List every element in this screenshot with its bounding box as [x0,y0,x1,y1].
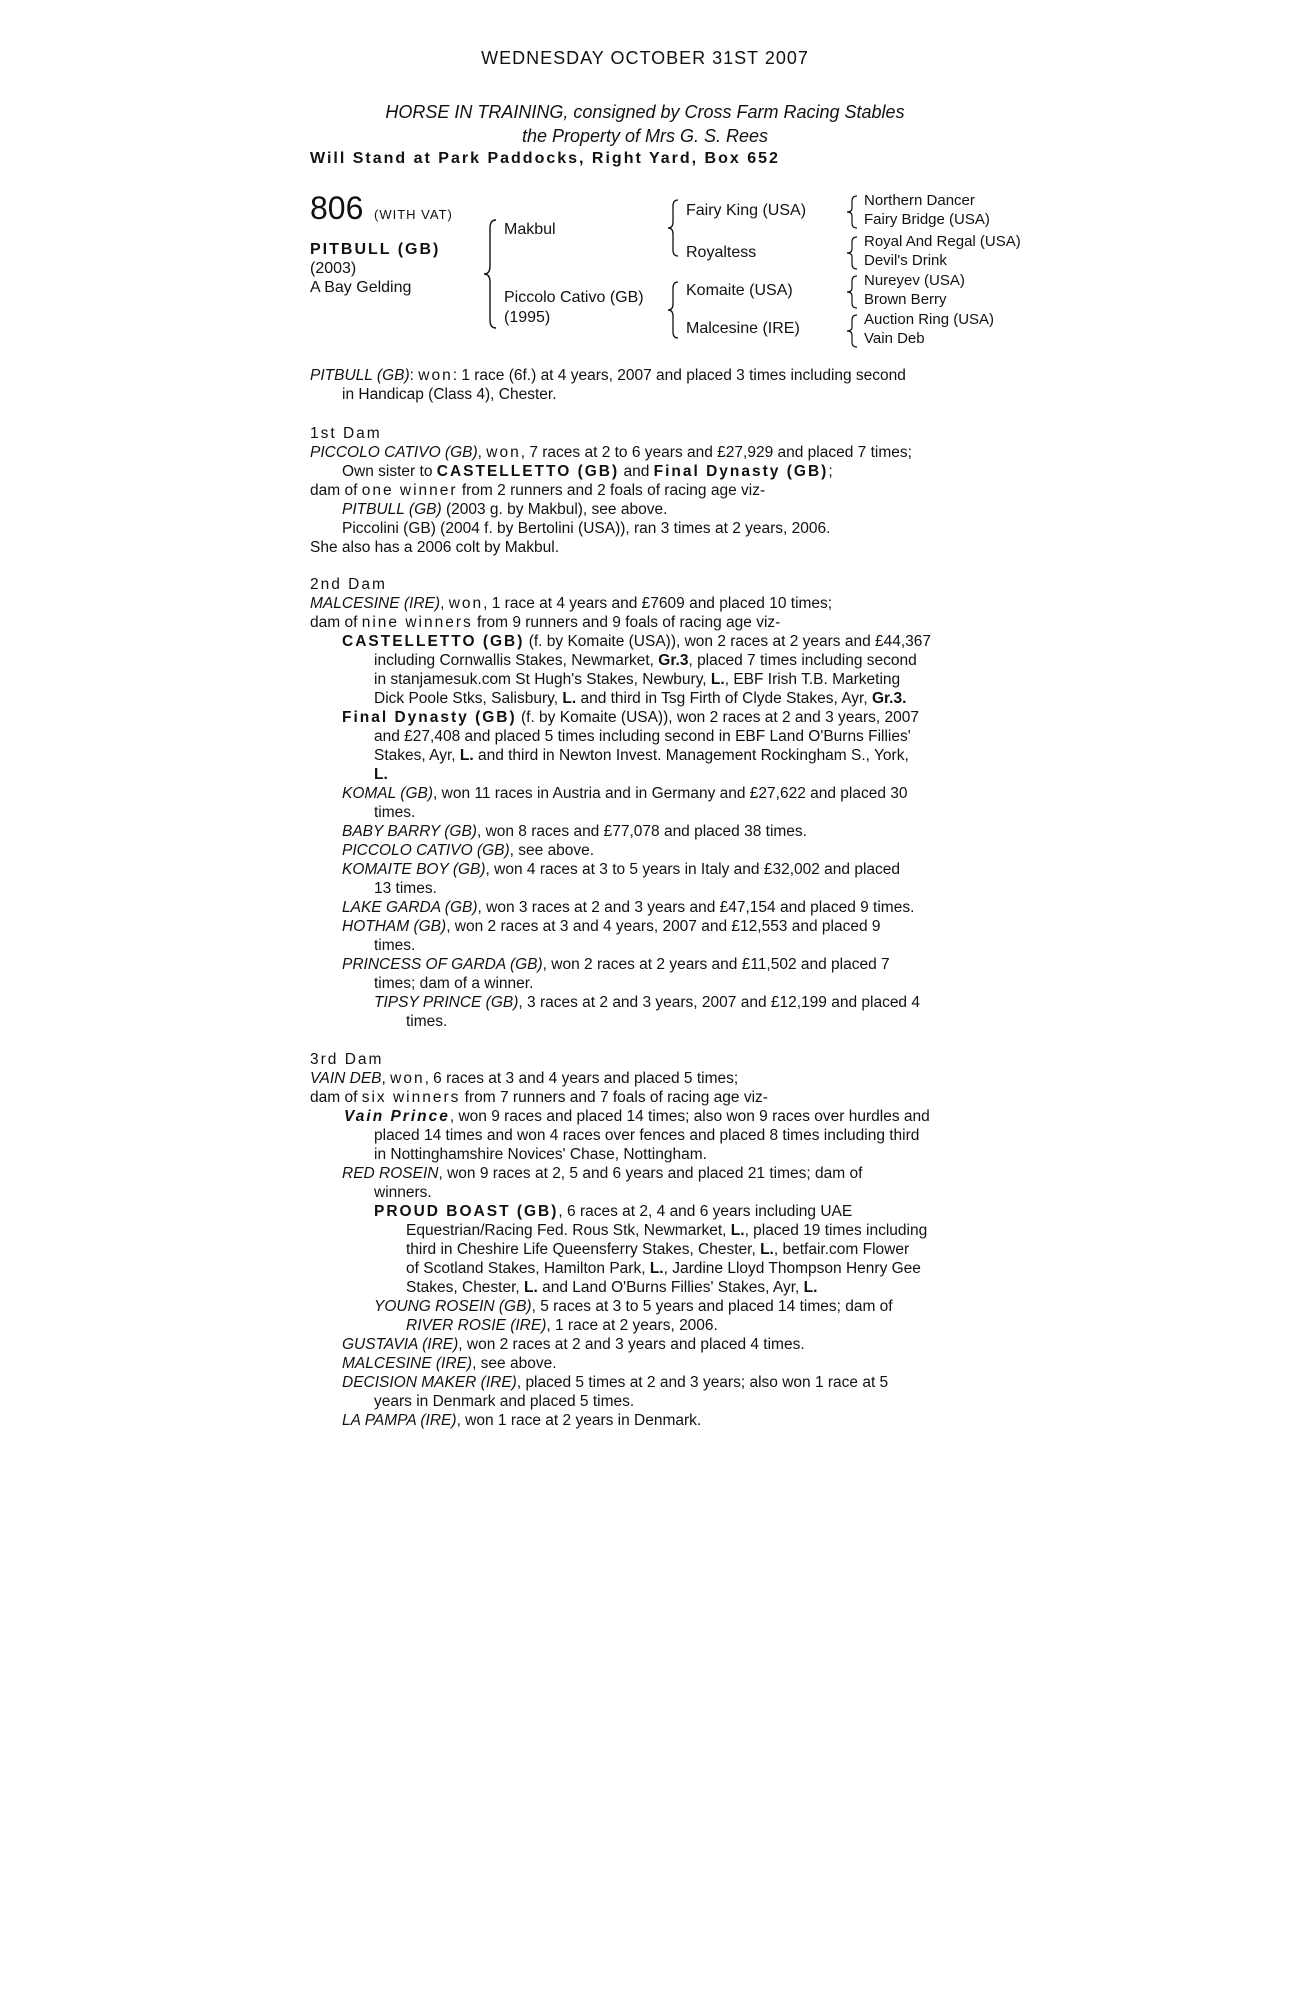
third-dam-line: VAIN DEB, won, 6 races at 3 and 4 years and placed 5 times; [310,1070,739,1087]
vat-note: (WITH VAT) [374,207,453,222]
pedigree-g-brown-berry: Brown Berry [864,291,947,308]
pedigree-dam-dam: Malcesine (IRE) [686,320,800,337]
young-rosein-line-1: YOUNG ROSEIN (GB), 5 races at 3 to 5 years and placed 14 times; dam of [374,1298,893,1315]
castelletto-line-4: Dick Poole Stks, Salisbury, L. and third in Tsg Firth of Clyde Stakes, Ayr, Gr.3. [374,690,907,707]
komal-line-2: times. [374,804,416,821]
proud-boast-line-3: third in Cheshire Life Queensferry Stakes, Chester, L., betfair.com Flower [406,1241,910,1258]
pedigree-brace-g3 [845,274,861,310]
castelletto-line-2: including Cornwallis Stakes, Newmarket, Gr.3, placed 7 times including second [374,652,917,669]
castelletto-line-3: in stanjamesuk.com St Hugh's Stakes, Newbury, L., EBF Irish T.B. Marketing [374,671,901,688]
pedigree-brace-main [482,218,502,330]
vain-prince-line-2: placed 14 times and won 4 races over fences and placed 8 times including third [374,1127,920,1144]
baby-barry-line: BABY BARRY (GB), won 8 races and £77,078 and placed 38 times. [342,823,807,840]
first-dam-colt-note: She also has a 2006 colt by Makbul. [310,539,560,556]
sale-date: WEDNESDAY OCTOBER 31ST 2007 [481,48,809,68]
proud-boast-line-5: Stakes, Chester, L. and Land O'Burns Fillies' Stakes, Ayr, L. [406,1279,818,1296]
final-dynasty-line-4: L. [374,766,388,783]
progeny-piccolini: Piccolini (GB) (2004 f. by Bertolini (USA)), ran 3 times at 2 years, 2006. [342,520,831,537]
pedigree-sire-dam: Royaltess [686,244,757,261]
pedigree-sire: Makbul [504,221,556,238]
first-dam-sister: Own sister to CASTELLETTO (GB) and Final Dynasty (GB); [342,463,833,480]
pedigree-g-royal-and-regal: Royal And Regal (USA) [864,233,1021,250]
decision-maker-line-2: years in Denmark and placed 5 times. [374,1393,635,1410]
tipsy-prince-line-2: times. [406,1013,448,1030]
vain-prince-line-3: in Nottinghamshire Novices' Chase, Nottingham. [374,1146,707,1163]
castelletto-line-1: CASTELLETTO (GB) (f. by Komaite (USA)), won 2 races at 2 years and £44,367 [342,633,932,650]
lake-garda-line: LAKE GARDA (GB), won 3 races at 2 and 3 years and £47,154 and placed 9 times. [342,899,915,916]
lot-year: (2003) [310,260,357,277]
hotham-line-2: times. [374,937,416,954]
tipsy-prince-line-1: TIPSY PRINCE (GB), 3 races at 2 and 3 years, 2007 and £12,199 and placed 4 [374,994,920,1011]
young-rosein-line-2: RIVER ROSIE (IRE), 1 race at 2 years, 2006. [406,1317,718,1334]
third-dam-heading: 3rd Dam [310,1051,384,1068]
progeny-pitbull: PITBULL (GB) (2003 g. by Makbul), see above. [342,501,668,518]
summary-line-2: in Handicap (Class 4), Chester. [342,386,557,403]
consignment-line: HORSE IN TRAINING, consigned by Cross Farm Racing Stables [385,102,905,122]
summary-line-1: PITBULL (GB): won: 1 race (6f.) at 4 years, 2007 and placed 3 times including second [310,367,906,384]
pedigree-brace-sire [666,198,684,258]
pedigree-brace-g4 [845,313,861,349]
first-dam-produce: dam of one winner from 2 runners and 2 foals of racing age viz- [310,482,766,499]
stand-location: Will Stand at Park Paddocks, Right Yard, Box 652 [310,150,780,167]
princess-of-garda-line-1: PRINCESS OF GARDA (GB), won 2 races at 2 years and £11,502 and placed 7 [342,956,890,973]
pedigree-dam: Piccolo Cativo (GB) [504,289,644,306]
komal-line-1: KOMAL (GB), won 11 races in Austria and in Germany and £27,622 and placed 30 [342,785,908,802]
decision-maker-line-1: DECISION MAKER (IRE), placed 5 times at 2 and 3 years; also won 1 race at 5 [342,1374,889,1391]
final-dynasty-line-1: Final Dynasty (GB) (f. by Komaite (USA)), won 2 races at 2 and 3 years, 2007 [342,709,919,726]
pedigree-g-vain-deb: Vain Deb [864,330,925,347]
pedigree-brace-dam [666,280,684,340]
la-pampa-line: LA PAMPA (IRE), won 1 race at 2 years in Denmark. [342,1412,702,1429]
pedigree-g-northern-dancer: Northern Dancer [864,192,975,209]
second-dam-produce: dam of nine winners from 9 runners and 9 foals of racing age viz- [310,614,781,631]
princess-of-garda-line-2: times; dam of a winner. [374,975,534,992]
lot-number: 806 [310,190,364,226]
pedigree-dam-year: (1995) [504,309,551,326]
proud-boast-line-4: of Scotland Stakes, Hamilton Park, L., Jardine Lloyd Thompson Henry Gee [406,1260,921,1277]
second-dam-line: MALCESINE (IRE), won, 1 race at 4 years and £7609 and placed 10 times; [310,595,833,612]
komaite-boy-line-1: KOMAITE BOY (GB), won 4 races at 3 to 5 years in Italy and £32,002 and placed [342,861,901,878]
pedigree-g-auction-ring: Auction Ring (USA) [864,311,995,328]
second-dam-heading: 2nd Dam [310,576,387,593]
pedigree-g-nureyev: Nureyev (USA) [864,272,965,289]
first-dam-heading: 1st Dam [310,425,382,442]
pedigree-g-devils-drink: Devil's Drink [864,252,947,269]
final-dynasty-line-2: and £27,408 and placed 5 times including second in EBF Land O'Burns Fillies' [374,728,911,745]
malcesine-line: MALCESINE (IRE), see above. [342,1355,557,1372]
pedigree-brace-g1 [845,194,861,230]
third-dam-produce: dam of six winners from 7 runners and 7 foals of racing age viz- [310,1089,768,1106]
red-rosein-line-2: winners. [374,1184,432,1201]
gustavia-line: GUSTAVIA (IRE), won 2 races at 2 and 3 years and placed 4 times. [342,1336,805,1353]
final-dynasty-line-3: Stakes, Ayr, L. and third in Newton Invest. Management Rockingham S., York, [374,747,909,764]
lot-horse-name: PITBULL (GB) [310,241,441,258]
property-line: the Property of Mrs G. S. Rees [521,126,769,146]
proud-boast-line-2: Equestrian/Racing Fed. Rous Stk, Newmarket, L., placed 19 times including [406,1222,928,1239]
vain-prince-line-1: Vain Prince, won 9 races and placed 14 times; also won 9 races over hurdles and [344,1108,930,1125]
pedigree-g-fairy-bridge: Fairy Bridge (USA) [864,211,990,228]
piccolo-cativo-line: PICCOLO CATIVO (GB), see above. [342,842,595,859]
lot-description: A Bay Gelding [310,279,412,296]
proud-boast-line-1: PROUD BOAST (GB), 6 races at 2, 4 and 6 years including UAE [374,1203,853,1220]
komaite-boy-line-2: 13 times. [374,880,437,897]
pedigree-sire-sire: Fairy King (USA) [686,202,807,219]
first-dam-line: PICCOLO CATIVO (GB), won, 7 races at 2 to 6 years and £27,929 and placed 7 times; [310,444,912,461]
hotham-line-1: HOTHAM (GB), won 2 races at 3 and 4 years, 2007 and £12,553 and placed 9 [342,918,881,935]
pedigree-brace-g2 [845,235,861,271]
red-rosein-line-1: RED ROSEIN, won 9 races at 2, 5 and 6 years and placed 21 times; dam of [342,1165,863,1182]
pedigree-dam-sire: Komaite (USA) [686,282,793,299]
